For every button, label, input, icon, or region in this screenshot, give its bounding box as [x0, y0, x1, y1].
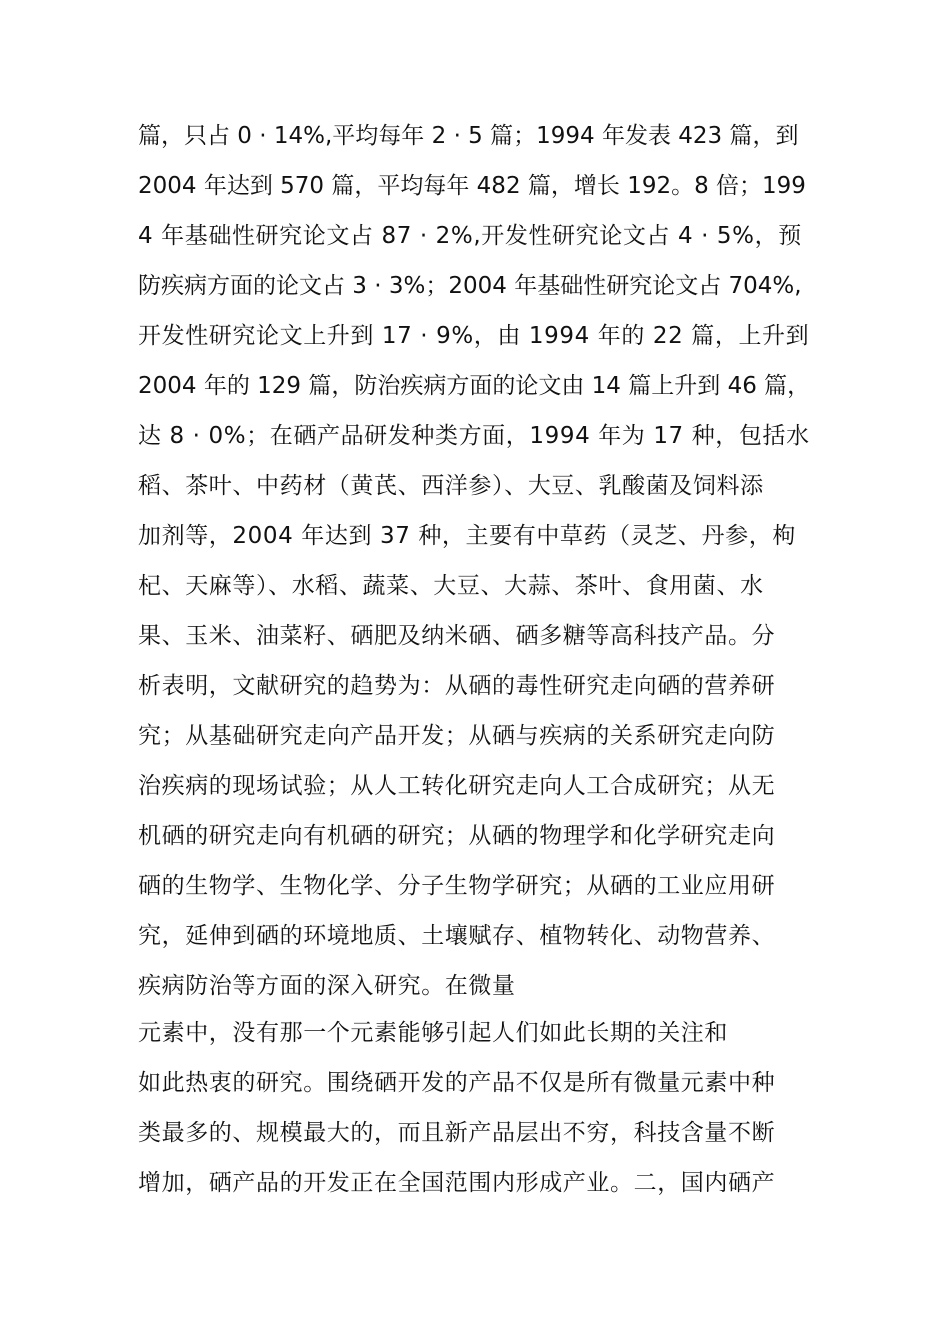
text-line: 2004 年达到 570 篇，平均每年 482 篇，增长 192。8 倍；199	[138, 173, 806, 199]
text-line: 究，延伸到硒的环境地质、土壤赋存、植物转化、动物营养、	[138, 923, 776, 949]
text-line: 究；从基础研究走向产品开发；从硒与疾病的关系研究走向防	[138, 723, 776, 749]
text-line: 篇，只占 0 · 14%,平均每年 2 · 5 篇；1994 年发表 423 篇，到	[138, 123, 799, 149]
text-line: 机硒的研究走向有机硒的研究；从硒的物理学和化学研究走向	[138, 823, 776, 849]
text-line: 2004 年的 129 篇，防治疾病方面的论文由 14 篇上升到 46 篇，	[138, 373, 811, 399]
text-line: 类最多的、规模最大的，而且新产品层出不穷，科技含量不断	[138, 1120, 776, 1146]
text-line: 稻、茶叶、中药材（黄芪、西洋参）、大豆、乳酸菌及饲料添	[138, 473, 764, 499]
text-line: 4 年基础性研究论文占 87 · 2%,开发性研究论文占 4 · 5%，预	[138, 223, 802, 249]
text-line: 硒的生物学、生物化学、分子生物学研究；从硒的工业应用研	[138, 873, 776, 899]
text-line: 开发性研究论文上升到 17 · 9%，由 1994 年的 22 篇，上升到	[138, 323, 810, 349]
text-line: 治疾病的现场试验；从人工转化研究走向人工合成研究；从无	[138, 773, 776, 799]
text-line: 如此热衷的研究。围绕硒开发的产品不仅是所有微量元素中种	[138, 1070, 776, 1096]
text-line: 防疾病方面的论文占 3 · 3%；2004 年基础性研究论文占 704%,	[138, 273, 802, 299]
text-line: 元素中，没有那一个元素能够引起人们如此长期的关注和	[138, 1020, 728, 1046]
text-line: 疾病防治等方面的深入研究。在微量	[138, 973, 516, 999]
text-line: 果、玉米、油菜籽、硒肥及纳米硒、硒多糖等高科技产品。分	[138, 623, 776, 649]
text-line: 达 8 · 0%；在硒产品研发种类方面，1994 年为 17 种，包括水	[138, 423, 810, 449]
text-line: 加剂等，2004 年达到 37 种，主要有中草药（灵芝、丹参，枸	[138, 523, 796, 549]
text-line: 杞、天麻等）、水稻、蔬菜、大豆、大蒜、茶叶、食用菌、水	[138, 573, 764, 599]
text-line: 析表明，文献研究的趋势为：从硒的毒性研究走向硒的营养研	[138, 673, 776, 699]
text-line: 增加，硒产品的开发正在全国范围内形成产业。二，国内硒产	[138, 1170, 776, 1196]
